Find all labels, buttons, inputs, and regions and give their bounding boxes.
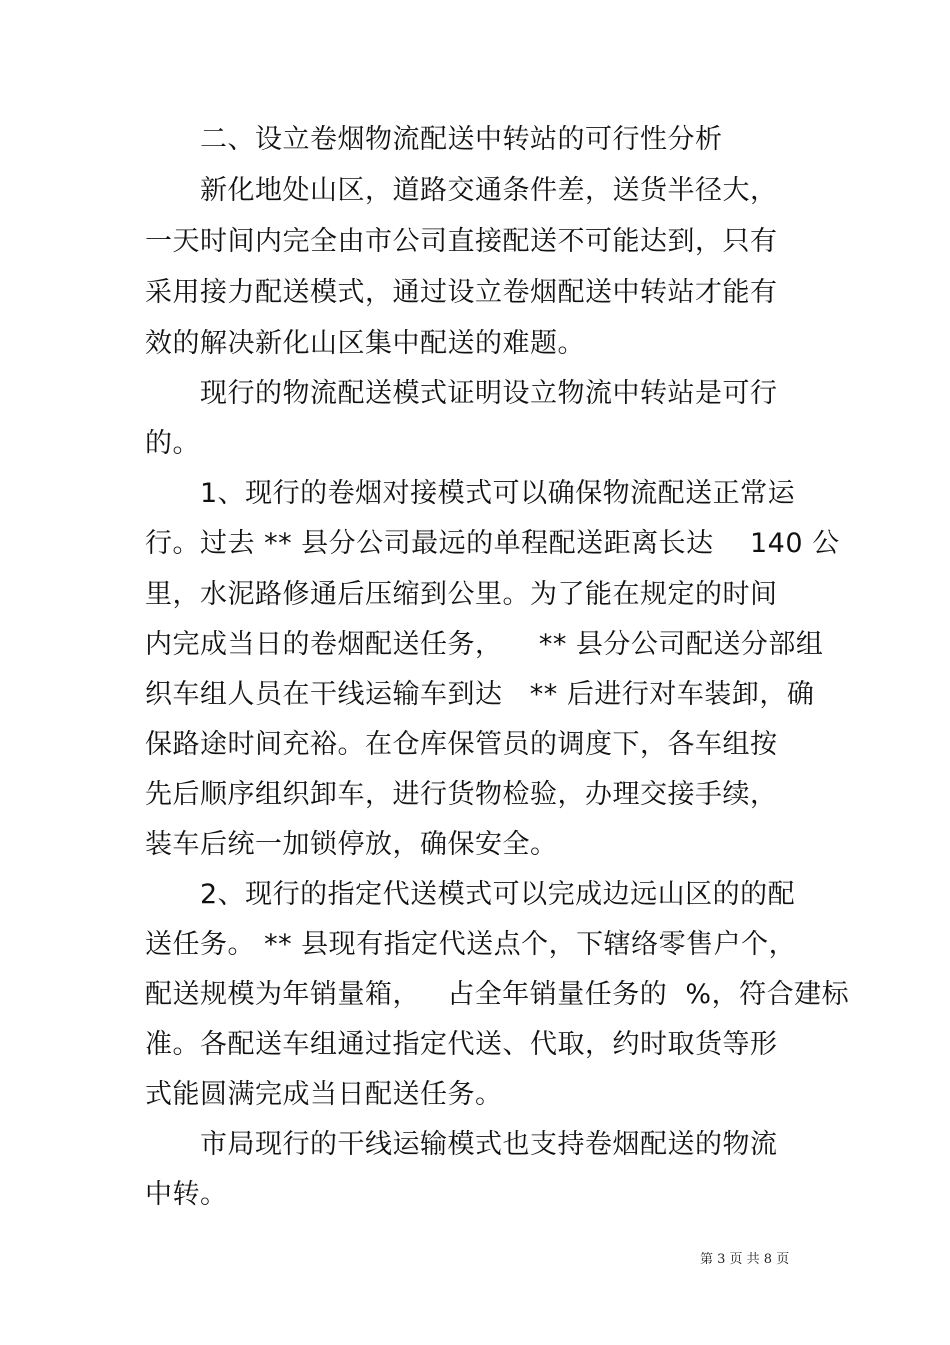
paragraph-line: 行。过去 ** 县分公司最远的单程配送距离长达 140 公	[145, 528, 840, 559]
paragraph-line: 2、现行的指定代送模式可以完成边远山区的的配	[200, 879, 796, 910]
paragraph-line: 准。各配送车组通过指定代送、代取，约时取货等形	[145, 1029, 778, 1060]
paragraph-line: 的。	[145, 428, 200, 459]
paragraph-line: 送任务。 ** 县现有指定代送点个，下辖络零售户个，	[145, 929, 797, 960]
paragraph-line: 新化地处山区，道路交通条件差，送货半径大，	[200, 175, 778, 206]
page-number-footer: 第 3 页 共 8 页	[700, 1252, 790, 1267]
paragraph-line: 现行的物流配送模式证明设立物流中转站是可行	[200, 378, 778, 409]
paragraph-line: 采用接力配送模式，通过设立卷烟配送中转站才能有	[145, 277, 778, 308]
section-heading: 二、设立卷烟物流配送中转站的可行性分析	[200, 124, 723, 155]
paragraph-line: 市局现行的干线运输模式也支持卷烟配送的物流	[200, 1129, 778, 1160]
paragraph-line: 里，水泥路修通后压缩到公里。为了能在规定的时间	[145, 579, 778, 610]
paragraph-line: 保路途时间充裕。在仓库保管员的调度下，各车组按	[145, 729, 778, 760]
paragraph-line: 配送规模为年销量箱， 占全年销量任务的 %，符合建标	[145, 979, 850, 1010]
paragraph-line: 内完成当日的卷烟配送任务， ** 县分公司配送分部组	[145, 629, 824, 660]
paragraph-line: 效的解决新化山区集中配送的难题。	[145, 328, 585, 359]
paragraph-line: 1、现行的卷烟对接模式可以确保物流配送正常运	[200, 478, 796, 509]
paragraph-line: 式能圆满完成当日配送任务。	[145, 1079, 503, 1110]
paragraph-line: 织车组人员在干线运输车到达 ** 后进行对车装卸，确	[145, 679, 815, 710]
paragraph-line: 一天时间内完全由市公司直接配送不可能达到，只有	[145, 226, 778, 257]
paragraph-line: 中转。	[145, 1179, 228, 1210]
paragraph-line: 装车后统一加锁停放，确保安全。	[145, 829, 558, 860]
paragraph-line: 先后顺序组织卸车，进行货物检验，办理交接手续，	[145, 779, 778, 810]
